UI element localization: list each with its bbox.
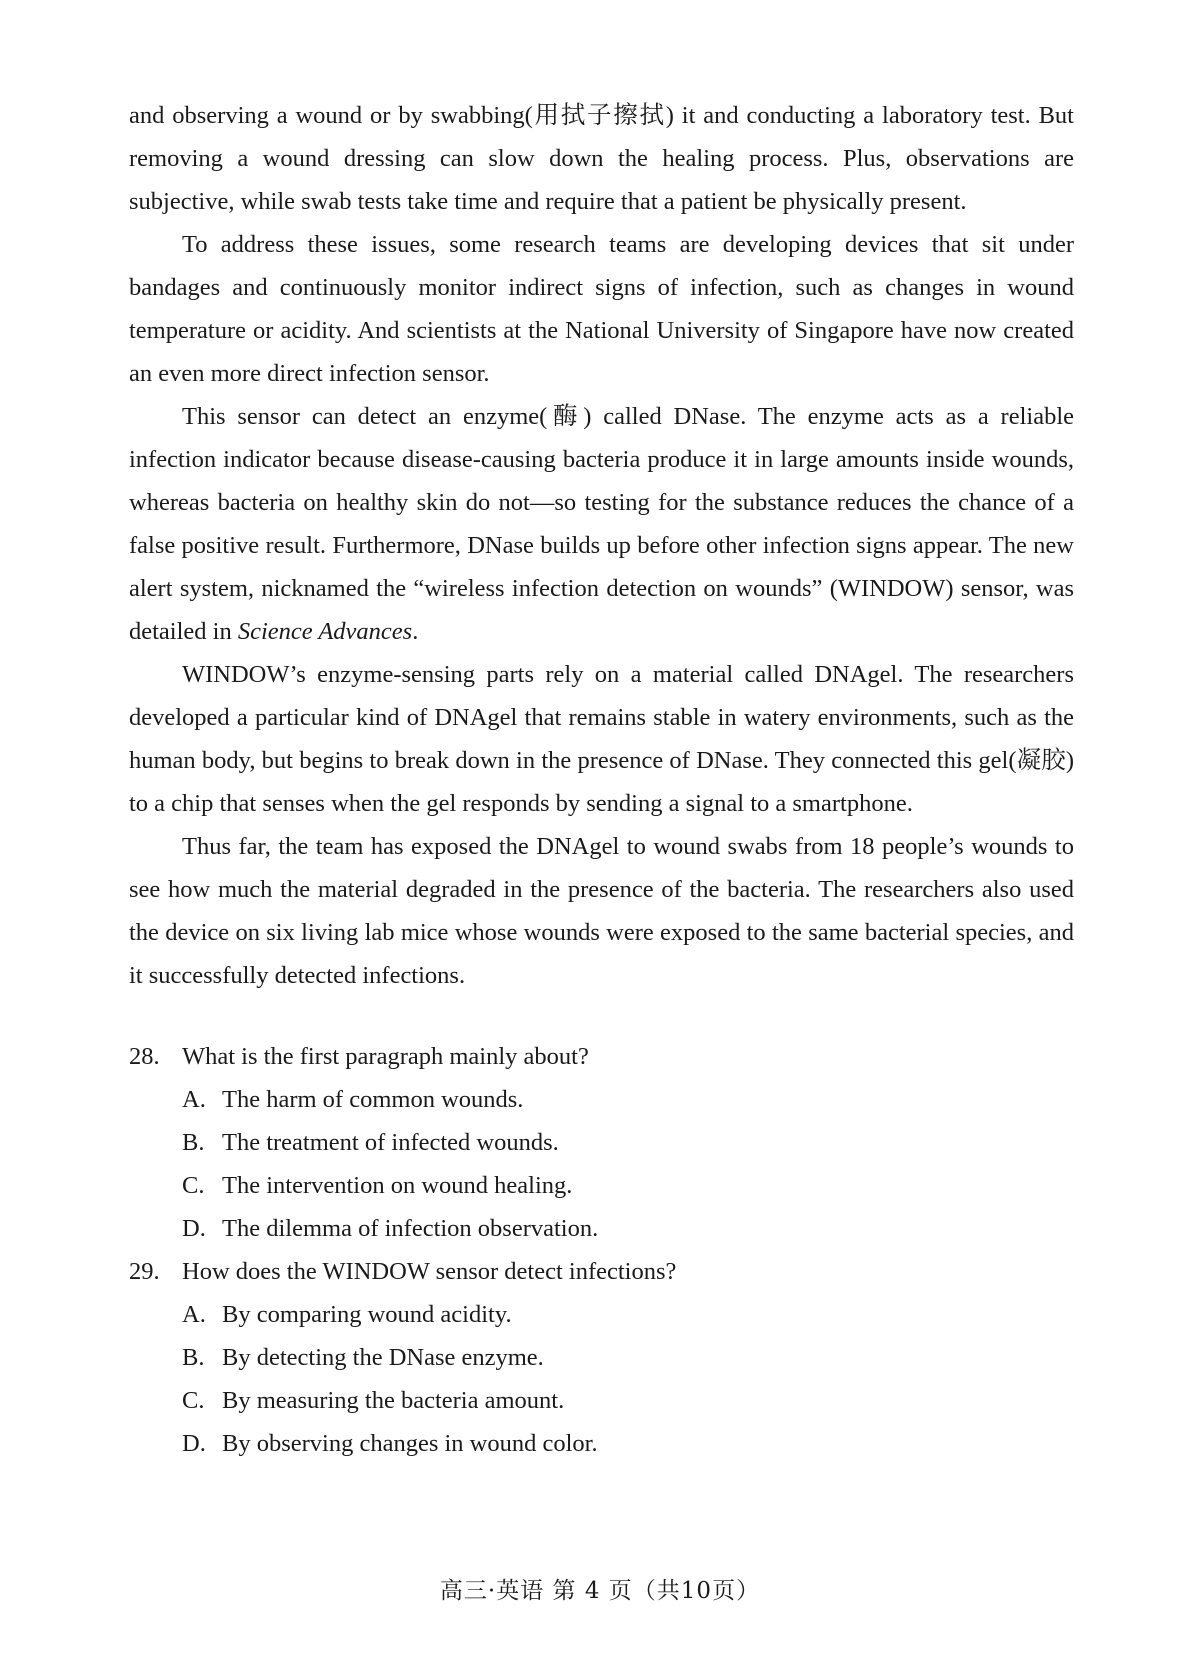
journal-title: Science Advances: [237, 618, 413, 645]
question-number: 28.: [129, 1043, 160, 1070]
passage-paragraph-1: and observing a wound or by swabbing(用拭子擦拭) it and conducting a laboratory test. But removing a wound dressing can slow down the healing process. Plus, observations are subjective, while swab tests take time and require that a patient be physically present.: [129, 102, 1074, 215]
option-text: The dilemma of infection observation.: [222, 1215, 599, 1242]
paragraph-3-text: This sensor can detect an enzyme(酶) called DNase. The enzyme acts as a reliable infection indicator because disease-causing bacteria produce it in large amounts inside wounds, whereas bacteria on healthy skin do not—so testing for the substance reduces the chance of a false positive result. Furthermore, DNase builds up before other infection signs appear. The new alert system, nicknamed the “wireless infection detection on wounds” (WINDOW) sensor, was detailed in: [129, 403, 1074, 645]
exam-page: [129, 94, 1074, 1465]
question-stem: [129, 1250, 1074, 1293]
question-29: [129, 1250, 1074, 1465]
option-letter: A.: [182, 1301, 206, 1328]
question-text: How does the WINDOW sensor detect infections?: [182, 1258, 677, 1285]
option-text: By comparing wound acidity.: [222, 1301, 512, 1328]
question-stem: [129, 1035, 1074, 1078]
option-text: The harm of common wounds.: [222, 1086, 524, 1113]
answer-option-c[interactable]: [129, 1379, 1074, 1422]
answer-option-d[interactable]: [129, 1207, 1074, 1250]
page-footer: 高三·英语 第 4 页（共10页）: [439, 1578, 761, 1604]
answer-option-b[interactable]: [129, 1336, 1074, 1379]
option-letter: B.: [182, 1129, 205, 1156]
answer-option-a[interactable]: [129, 1293, 1074, 1336]
option-letter: B.: [182, 1344, 205, 1371]
passage-paragraph-2: To address these issues, some research teams are developing devices that sit under bandages and continuously monitor indirect signs of infection, such as changes in wound temperature or acidity. And scientists at the National University of Singapore have now created an even more direct infection sensor.: [129, 231, 1074, 387]
answer-option-a[interactable]: [129, 1078, 1074, 1121]
option-text: By measuring the bacteria amount.: [222, 1387, 565, 1414]
option-letter: C.: [182, 1387, 205, 1414]
answer-option-d[interactable]: [129, 1422, 1074, 1465]
option-letter: A.: [182, 1086, 206, 1113]
passage-paragraph-3: [129, 395, 1074, 653]
option-text: The treatment of infected wounds.: [222, 1129, 559, 1156]
question-text: What is the first paragraph mainly about?: [182, 1043, 589, 1070]
option-text: The intervention on wound healing.: [222, 1172, 573, 1199]
option-text: By detecting the DNase enzyme.: [222, 1344, 544, 1371]
option-letter: C.: [182, 1172, 205, 1199]
question-list: [129, 1035, 1074, 1465]
passage-paragraph-4: WINDOW’s enzyme-sensing parts rely on a material called DNAgel. The researchers developed a particular kind of DNAgel that remains stable in watery environments, such as the human body, but begins to break down in the presence of DNase. They connected this gel(凝胶) to a chip that senses when the gel responds by sending a signal to a smartphone.: [129, 661, 1074, 817]
passage-paragraph-5: Thus far, the team has exposed the DNAgel to wound swabs from 18 people’s wounds to see how much the material degraded in the presence of the bacteria. The researchers also used the device on six living lab mice whose wounds were exposed to the same bacterial species, and it successfully detected infections.: [129, 833, 1074, 989]
answer-option-c[interactable]: [129, 1164, 1074, 1207]
option-text: By observing changes in wound color.: [222, 1430, 598, 1457]
question-number: 29.: [129, 1258, 160, 1285]
question-28: [129, 1035, 1074, 1250]
option-letter: D.: [182, 1430, 206, 1457]
answer-option-b[interactable]: [129, 1121, 1074, 1164]
option-letter: D.: [182, 1215, 206, 1242]
paragraph-3-end: .: [412, 618, 419, 645]
